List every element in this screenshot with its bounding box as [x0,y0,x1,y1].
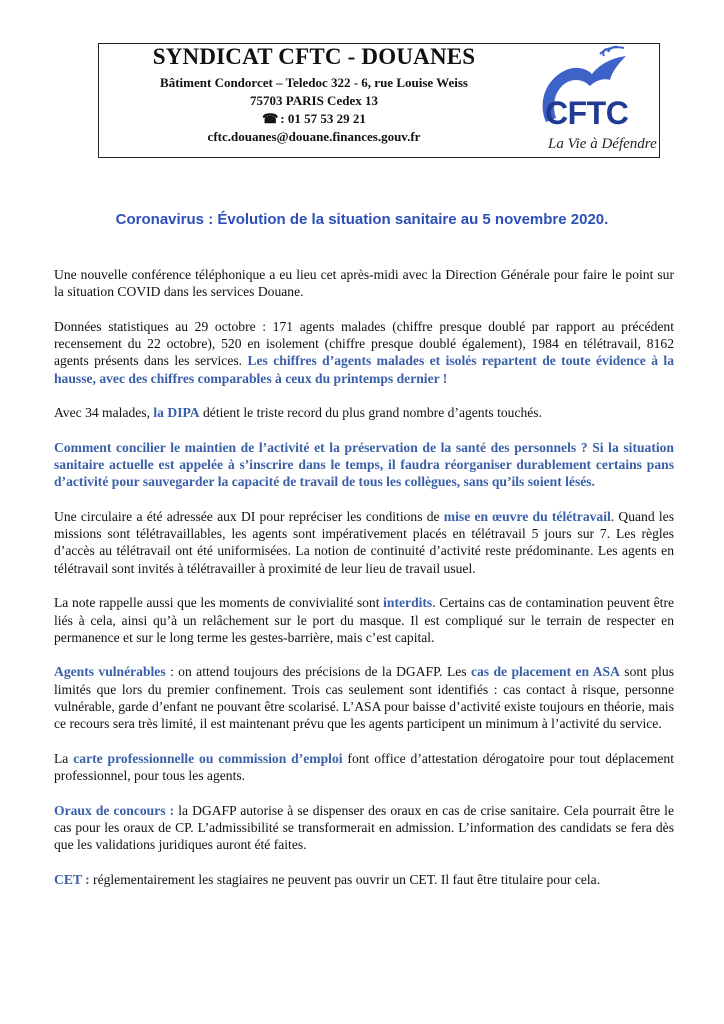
phone-line [98,111,530,127]
paragraph: Comment concilier le maintien de l’activité et la préservation de la santé des personnels ? Si la situation sanitaire actuelle est appelée à s’inscrire dans le temps, il faudra réorganiser durablement certains pans d’activité pour sauvegarder la capacité de travail de tous les collègues, sans qu’ils soient lésés. [54,439,674,490]
telephone-icon: ☎ [262,111,279,126]
paragraph: Données statistiques au 29 octobre : 171 agents malades (chiffre presque doublé par rapport au précédent recensement du 22 octobre), 520 en isolement (chiffre presque doublé également), 1984 en télétravail, 8162 agents présents dans les services. Les chiffres d’agents malades et isolés repartent de toute évidence à la hausse, avec des chiffres comparables à ceux du printemps dernier ! [54,318,674,386]
paragraph: Oraux de concours : la DGAFP autorise à se dispenser des oraux en cas de crise sanitaire. Cela pourrait être le cas pour les oraux de CP. L’admissibilité se transformerait en admission. L’information des candidats se fera dès que les validations juridiques auront été faites. [54,802,674,853]
phone-number: : 01 57 53 29 21 [280,111,366,126]
paragraph: Une circulaire a été adressée aux DI pour repréciser les conditions de mise en œuvre du télétravail. Quand les missions sont télétravaillables, les agents sont impérativement placés en télétravail 5 jours sur 7. Les règles d’accès au télétravail ont été uniformisées. La notion de continuité d’activité reste prédominante. Les agents en télétravail sont invités à télétravailler à proximité de leur lieu de travail usuel. [54,509,674,576]
paragraph: Avec 34 malades, la DIPA détient le triste record du plus grand nombre d’agents touchés. [54,405,542,421]
address-line-1: Bâtiment Condorcet – Teledoc 322 - 6, rue Louise Weiss [160,75,468,90]
email-address: cftc.douanes@douane.finances.gouv.fr [207,129,421,144]
logo-text: CFTC [545,95,629,131]
org-name: SYNDICAT CFTC - DOUANES [152,44,476,69]
paragraph: La carte professionnelle ou commission d’emploi font office d’attestation dérogatoire pour tout déplacement professionnel, pour tous les agents. [54,750,674,783]
olive-branch-icon [600,47,624,56]
document-title: Coronavirus : Évolution de la situation sanitaire au 5 novembre 2020. [115,211,609,228]
paragraph: CET : réglementairement les stagiaires ne peuvent pas ouvrir un CET. Il faut être titulaire pour cela. [54,871,601,887]
address-line-2: 75703 PARIS Cedex 13 [250,93,378,108]
paragraph: Une nouvelle conférence téléphonique a eu lieu cet après-midi avec la Direction Générale pour faire le point sur la situation COVID dans les services Douane. [54,267,674,300]
paragraph: La note rappelle aussi que les moments de convivialité sont interdits. Certains cas de contamination peuvent être liés à cela, ainsi qu’à un relâchement sur le port du masque. Il est compliqué sur le terrain de respecter en permanence et sur le long terme les gestes-barrière, mais c’est capital. [54,595,675,645]
document-body [54,266,674,905]
logo-tagline: La Vie à Défendre [548,136,657,152]
paragraph: Agents vulnérables : on attend toujours des précisions de la DGAFP. Les cas de placement en ASA sont plus limités que lors du premier confinement. Trois cas seulement sont identifiés : cas contact à risque, personne vulnérable, garde d’enfant ne pouvant être scolarisé. L’ASA pour baisse d’activité existe toujours en théorie, mais ce recours sera très limité, il est maintenant prévu que les agents participent un minimum à l’activité du service. [54,664,674,732]
